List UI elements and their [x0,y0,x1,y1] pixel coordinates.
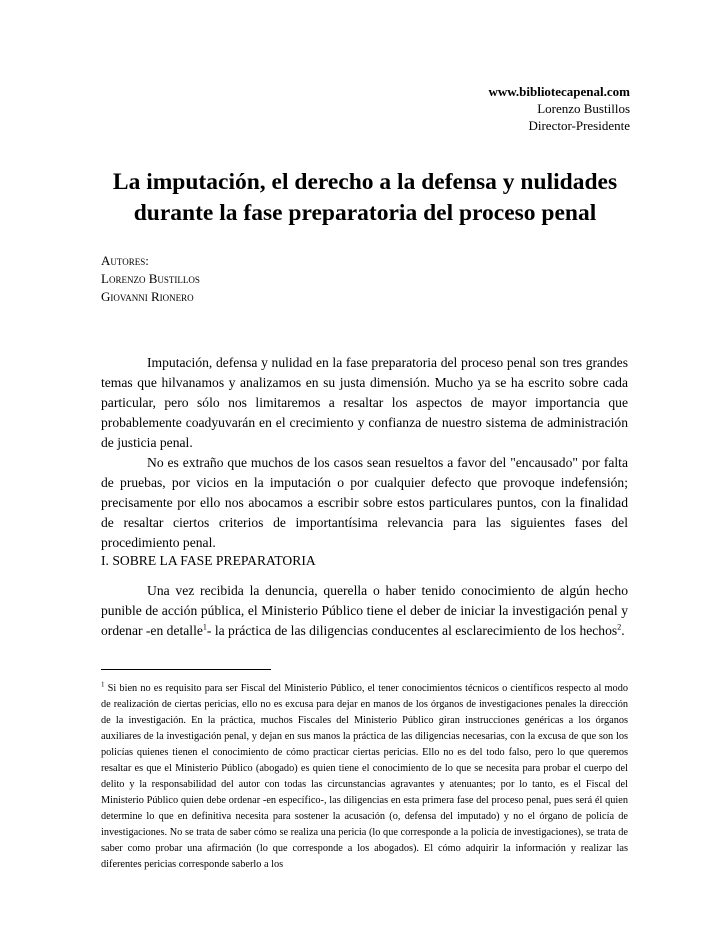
authors-block [101,252,200,306]
paragraph-intro: Imputación, defensa y nulidad en la fase preparatoria del proceso penal son tres grandes temas que hilvanamos y analizamos en su justa dimensión. Mucho ya se ha escrito sobre cada particular, pero sólo nos limitaremos a resaltar los aspectos de mayor importancia que probablemente coadyuvarán en el crecimiento y confianza de nuestro sistema de administración de justicia penal. [101,355,628,450]
footnote [101,681,628,873]
footnote-reference[interactable]: 2 [617,622,622,632]
paragraph-second: No es extraño que muchos de los casos sean resueltos a favor del "encausado" por falta de pruebas, por vicios en la imputación o por cualquier defecto que provoque indefensión; precisamente por ello nos abocamos a escribir sobre estos particulares puntos, con la finalidad de resaltar ciertos criterios de importantísima relevancia para las siguientes fases del procedimiento penal. [101,455,628,550]
header-role: Director-Presidente [528,118,630,133]
paragraph-section-1 [101,581,628,641]
paragraph-text: . [621,623,625,638]
section-heading: I. SOBRE LA FASE PREPARATORIA [101,553,316,568]
footnote-text: Si bien no es requisito para ser Fiscal del Ministerio Público, el tener conocimientos técnicos o científicos respecto al modo de realización de ciertas pericias, ello no es excusa para dejar en manos de los órganos de investigaciones penales la dirección de la investigación. En la práctica, muchos Fiscales del Ministerio Público giran instrucciones genéricas a los órganos auxiliares de la investigación penal, y dejan en sus manos la práctica de las diligencias necesarias, con la excusa de que son los policías quienes tienen el conocimiento de cómo practicar ciertas pericias. Ello no es del todo falso, pero lo que queremos resaltar es que el Ministerio Público (abogado) es quien tiene el conocimiento de lo que se necesita para probar el cuerpo del delito y la responsabilidad del autor con todas las circunstancias agravantes y atenuantes; por lo tanto, es el Fiscal del Ministerio Público quien debe ordenar -en específico-, las diligencias en esta primera fase del proceso penal, pues será él quien determine lo que en definitiva necesita para sostener la acusación (o, defensa del imputado) y no el órgano de policía de investigaciones. No se trata de saber cómo se realiza una pericia (lo que corresponde a la policía de investigaciones), se trata de saber como probar una afirmación (lo que corresponde a los abogados). El cómo adquirir la información y realizar las diferentes pericias corresponde saberlo a los [101,683,628,870]
author-name: Giovanni Rionero [101,289,194,304]
authors-label: Autores: [101,253,149,268]
header-author: Lorenzo Bustillos [537,101,630,116]
title-line-1: La imputación, el derecho a la defensa y nulidades [112,169,618,195]
document-title [76,167,654,229]
paragraph-text: - la práctica de las diligencias conducentes al esclarecimiento de los hechos [206,623,618,638]
footnote-reference[interactable]: 1 [202,622,207,632]
author-name: Lorenzo Bustillos [101,271,200,286]
footnote-number: 1 [101,680,105,689]
website-link[interactable]: www.bibliotecapenal.com [488,84,630,99]
paragraph-text: Una vez recibida la denuncia, querella o haber tenido conocimiento de algún hecho punible de acción pública, el Ministerio Público tiene el deber de iniciar la investigación penal y ordenar -en detalle [101,583,628,638]
footnote-divider [101,669,271,670]
title-line-2: durante la fase preparatoria del proceso penal [133,200,597,226]
document-header [488,83,630,134]
